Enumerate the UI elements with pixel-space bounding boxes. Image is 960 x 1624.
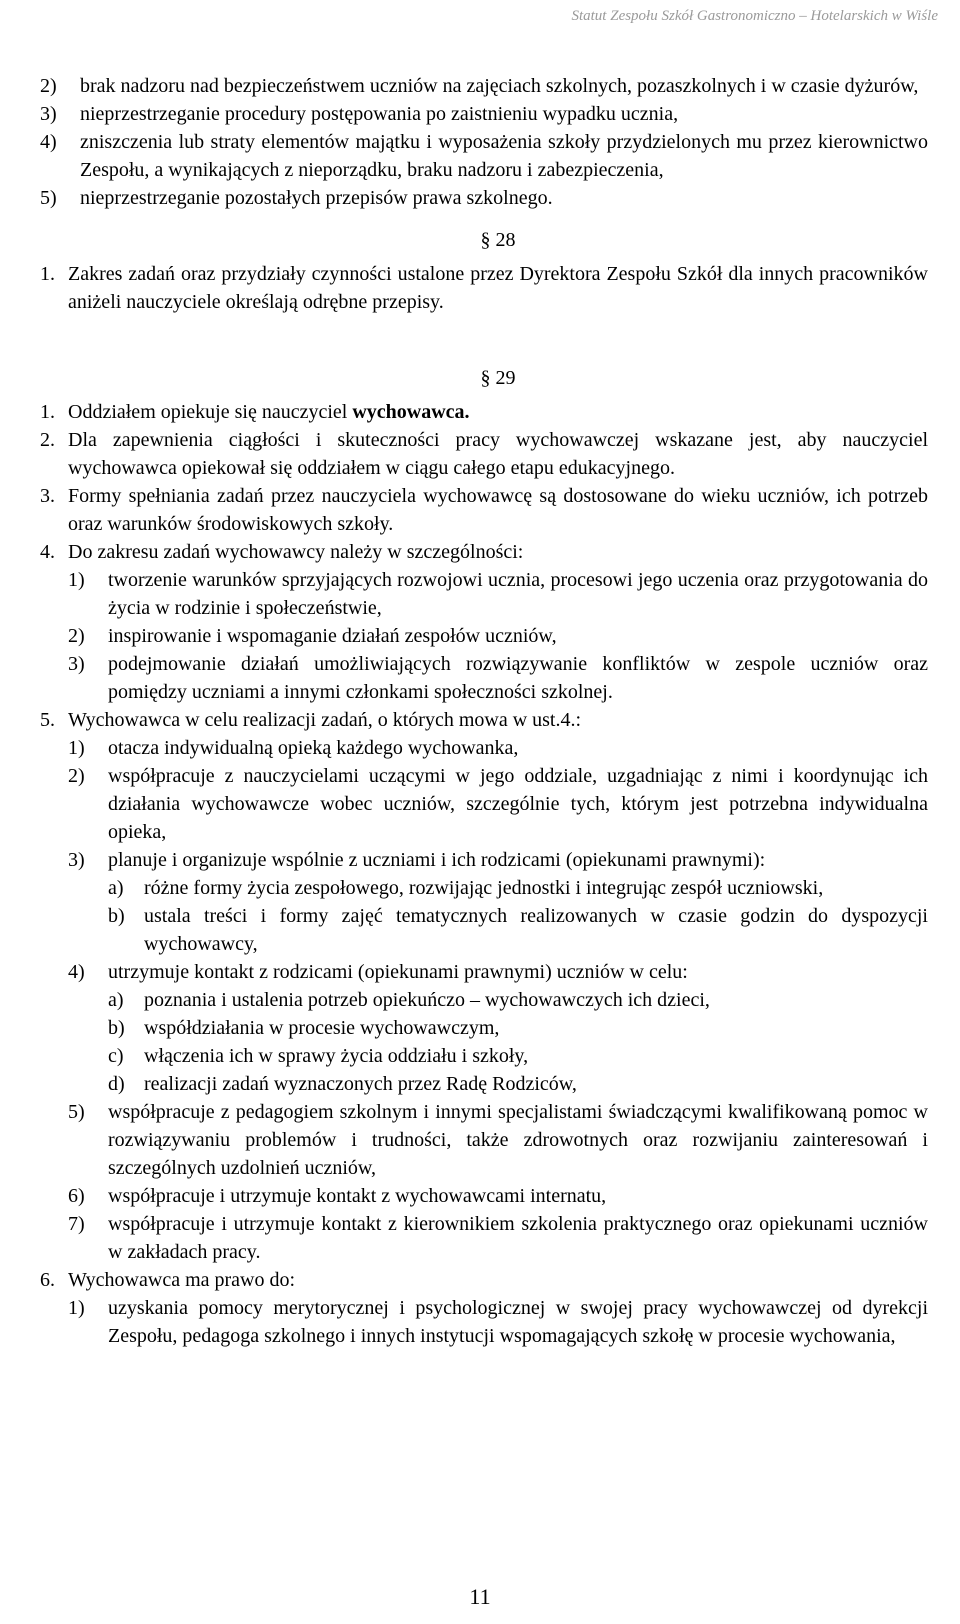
list-item: 5) współpracuje z pedagogiem szkolnym i innymi specjalistami świadczącymi kwalifikowaną pomoc w rozwiązywaniu problemów i trudności, także zdrowotnych oraz rozwijaniu zainteresowań i szczególnych uzdolnień uczniów,: [68, 1101, 928, 1179]
list-item: 3) podejmowanie działań umożliwiających rozwiązywanie konfliktów w zespole uczniów oraz pomiędzy uczniami a innymi członkami społeczności szkolnej.: [68, 653, 928, 703]
list-item: 5) nieprzestrzeganie pozostałych przepisów prawa szkolnego.: [40, 187, 553, 209]
p5-list: [40, 734, 928, 874]
intro-list: [40, 72, 928, 212]
list-item: 2) współpracuje z nauczycielami uczącymi w jego oddziale, uzgadniając z nimi i koordynując ich działania wychowawcze wobec uczniów, szczególnie tych, którym jest potrzebna indywidualna opieka,: [68, 765, 928, 843]
paragraph: 4. Do zakresu zadań wychowawcy należy w szczególności:: [40, 541, 524, 563]
p5-3-sublist: [40, 874, 928, 958]
list-item: b) współdziałania w procesie wychowawczym,: [108, 1017, 500, 1039]
section-heading-29: § 29: [480, 367, 516, 389]
list-item: 3) planuje i organizuje wspólnie z uczniami i ich rodzicami (opiekunami prawnymi):: [68, 849, 766, 871]
page-number: 11: [469, 1584, 491, 1609]
p5-4-sublist: [40, 986, 928, 1098]
list-item: 1) uzyskania pomocy merytorycznej i psychologicznej w swojej pracy wychowawczej od dyrekcji Zespołu, pedagoga szkolnego i innych instytucji wspomagających szkołę w procesie wychowania,: [68, 1297, 928, 1347]
running-header: Statut Zespołu Szkół Gastronomiczno – Hotelarskich w Wiśle: [571, 8, 938, 24]
paragraph: 1. Zakres zadań oraz przydziały czynności ustalone przez Dyrektora Zespołu Szkół dla innych pracowników aniżeli nauczyciele określają odrębne przepisy.: [40, 263, 928, 313]
list-item: a) różne formy życia zespołowego, rozwijając jednostki i integrując zespół uczniowski,: [108, 877, 824, 899]
list-item: 7) współpracuje i utrzymuje kontakt z kierownikiem szkolenia praktycznego oraz opiekunami uczniów w zakładach pracy.: [68, 1213, 928, 1263]
list-item: 2) inspirowanie i wspomaganie działań zespołów uczniów,: [68, 625, 557, 647]
section-heading-28: § 28: [480, 229, 516, 251]
paragraph: 5. Wychowawca w celu realizacji zadań, o których mowa w ust.4.:: [40, 709, 582, 731]
list-item: 2) brak nadzoru nad bezpieczeństwem uczniów na zajęciach szkolnych, pozaszkolnych i w czasie dyżurów,: [40, 75, 919, 97]
page-content: [40, 0, 928, 1350]
list-item: 3) nieprzestrzeganie procedury postępowania po zaistnieniu wypadku ucznia,: [40, 103, 679, 125]
paragraph: 6. Wychowawca ma prawo do:: [40, 1269, 296, 1291]
p4-list: [40, 566, 928, 706]
list-item: b) ustala treści i formy zajęć tematycznych realizowanych w czasie godzin do dyspozycji wychowawcy,: [108, 905, 928, 955]
list-item: 1) tworzenie warunków sprzyjających rozwojowi ucznia, procesowi jego uczenia oraz przygotowania do życia w rodzinie i społeczeństwie,: [68, 569, 928, 619]
paragraph: 3. Formy spełniania zadań przez nauczyciela wychowawcę są dostosowane do wieku uczniów, ich potrzeb oraz warunków środowiskowych szkoły.: [40, 485, 928, 535]
paragraph: 1. Oddziałem opiekuje się nauczyciel wychowawca.: [40, 401, 470, 423]
list-item: c) włączenia ich w sprawy życia oddziału i szkoły,: [108, 1045, 529, 1067]
list-item: 6) współpracuje i utrzymuje kontakt z wychowawcami internatu,: [68, 1185, 607, 1207]
paragraph: 2. Dla zapewnienia ciągłości i skuteczności pracy wychowawczej wskazane jest, aby nauczyciel wychowawca opiekował się oddziałem w ciągu całego etapu edukacyjnego.: [40, 429, 928, 479]
list-item: d) realizacji zadań wyznaczonych przez Radę Rodziców,: [108, 1073, 577, 1095]
list-item: 4) utrzymuje kontakt z rodzicami (opiekunami prawnymi) uczniów w celu:: [68, 961, 688, 983]
list-item: 4) zniszczenia lub straty elementów majątku i wyposażenia szkoły przydzielonych mu przez kierownictwo Zespołu, a wynikających z nieporządku, braku nadzoru i zabezpieczenia,: [40, 131, 928, 181]
list-item: 1) otacza indywidualną opieką każdego wychowanka,: [68, 737, 519, 759]
list-item: a) poznania i ustalenia potrzeb opiekuńczo – wychowawczych ich dzieci,: [108, 989, 710, 1011]
